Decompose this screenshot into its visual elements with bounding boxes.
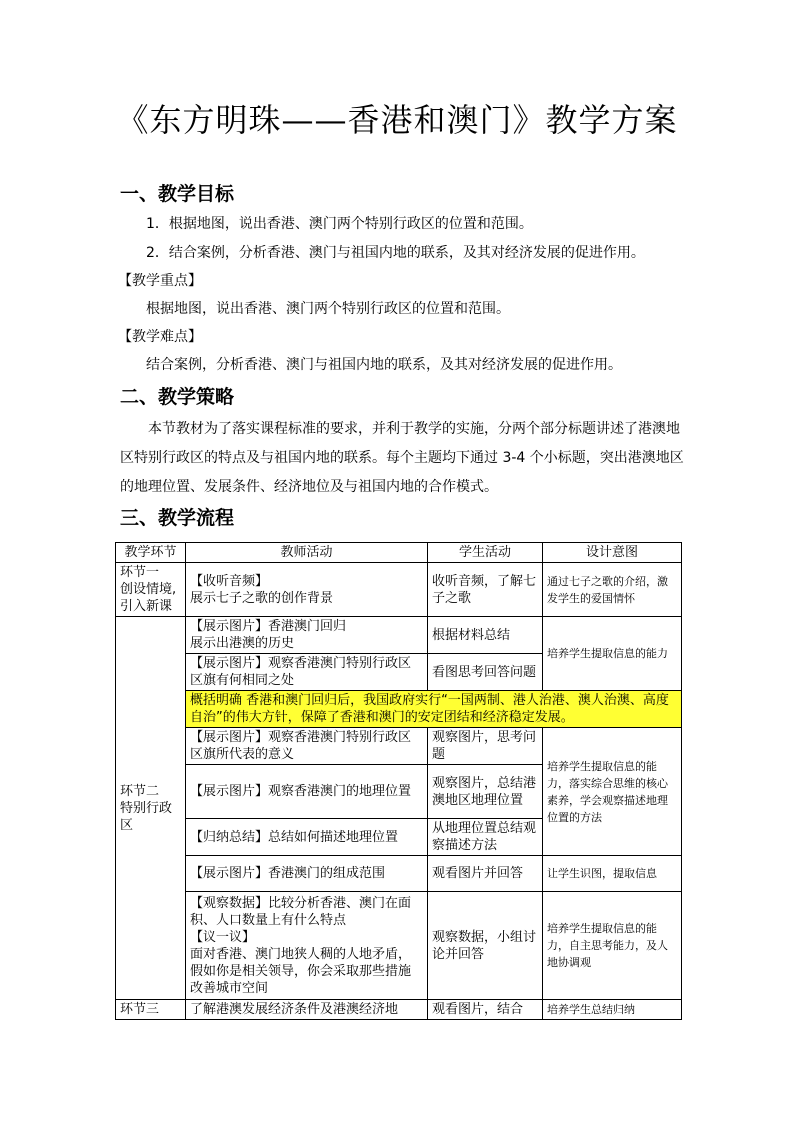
teaching-process-table [115,542,682,1020]
stage-2-label-line: 特别行政 [120,800,173,816]
stage-1-label-line: 创设情境, [120,582,177,597]
section-heading-process: 三、教学流程 [120,507,235,529]
header-stage: 教学环节 [116,543,186,563]
stage-2-row-6-student: 观看图片并回答 [428,856,543,892]
table-row [116,856,682,892]
stage-1-label [116,563,186,617]
section-heading-strategy: 二、教学策略 [120,386,235,408]
table-row [116,892,682,1000]
stage-3-intent: 培养学生总结归纳 [543,1000,682,1020]
stage-2-row-3-5-intent: 培养学生提取信息的能力，落实综合思维的核心素养，学会观察描述地理位置的方法 [543,728,682,856]
stage-2-row-5-student: 从地理位置总结观察描述方法 [428,819,543,856]
section-heading-goals: 一、教学目标 [120,183,235,205]
stage-1-label-line: 环节一 [120,565,160,580]
stage-2-row-6-intent: 让学生识图，提取信息 [543,856,682,892]
stage-2-row-2-student: 看图思考回答问题 [428,654,543,691]
stage-2-row-4-student: 观察图片，总结港澳地区地理位置 [428,765,543,819]
stage-2-label-line: 环节二 [120,783,160,799]
stage-1-teacher: 【收听音频】 展示七子之歌的创作背景 [186,563,428,617]
table-row [116,563,682,617]
stage-2-row-4-teacher: 【展示图片】观察香港澳门的地理位置 [186,765,428,819]
table-row [116,728,682,765]
stage-2-label [116,617,186,1000]
stage-2-row-6-teacher: 【展示图片】香港澳门的组成范围 [186,856,428,892]
header-teacher: 教师活动 [186,543,428,563]
stage-2-row-2-teacher: 【展示图片】观察香港澳门特别行政区区旗有何相同之处 [186,654,428,691]
stage-1-intent: 通过七子之歌的介绍，激发学生的爱国情怀 [543,563,682,617]
stage-2-row-7-student: 观察数据，小组讨论并回答 [428,892,543,1000]
document-title: 《东方明珠——香港和澳门》教学方案 [116,101,678,139]
header-intent: 设计意图 [543,543,682,563]
goal-1: 1．根据地图，说出香港、澳门两个特别行政区的位置和范围。 [146,216,533,232]
header-student: 学生活动 [428,543,543,563]
stage-1-student: 收听音频，了解七子之歌 [428,563,543,617]
difficulty-label: 【教学难点】 [118,329,202,345]
stage-3-student: 观看图片，结合 [428,1000,543,1020]
key-point-text: 根据地图，说出香港、澳门两个特别行政区的位置和范围。 [146,301,510,317]
stage-2-row-7-intent: 培养学生提取信息的能力，自主思考能力，及人地协调观 [543,892,682,1000]
stage-2-label-line: 区 [120,817,134,833]
goal-2: 2．结合案例，分析香港、澳门与祖国内地的联系，及其对经济发展的促进作用。 [146,245,645,261]
stage-2-row-1-teacher: 【展示图片】香港澳门回归 展示出港澳的历史 [186,617,428,654]
stage-1-label-line: 引入新课 [120,599,173,614]
table-row [116,617,682,654]
strategy-paragraph: 本节教材为了落实课程标准的要求，并利于教学的实施，分两个部分标题讲述了港澳地区特别行政区的特点及与祖国内地的联系。每个主题均下通过 3-4 个小标题，突出港澳地区的地理位置、发展条件、经济地位及与祖国内地的合作模式。 [120,421,684,495]
stage-3-teacher: 了解港澳发展经济条件及港澳经济地 [186,1000,428,1020]
stage-2-row-5-teacher: 【归纳总结】总结如何描述地理位置 [186,819,428,856]
stage-2-row-3-teacher: 【展示图片】观察香港澳门特别行政区区旗所代表的意义 [186,728,428,765]
stage-2-row-1-student: 根据材料总结 [428,617,543,654]
stage-2-row-7-teacher: 【观察数据】比较分析香港、澳门在面积、人口数量上有什么特点 【议一议】 面对香港、澳门地狭人稠的人地矛盾，假如你是相关领导，你会采取那些措施改善城市空间 [186,892,428,1000]
table-header-row [116,543,682,563]
stage-3-label: 环节三 [116,1000,186,1020]
difficulty-text: 结合案例，分析香港、澳门与祖国内地的联系，及其对经济发展的促进作用。 [146,357,622,373]
stage-2-row-3-student: 观察图片，思考问题 [428,728,543,765]
key-point-label: 【教学重点】 [118,273,202,289]
stage-2-row-1-2-intent: 培养学生提取信息的能力 [543,617,682,691]
table-row [116,1000,682,1020]
table-row [116,691,682,728]
stage-2-summary: 概括明确 香港和澳门回归后，我国政府实行“一国两制、港人治港、澳人治澳、高度自治”的伟大方针，保障了香港和澳门的安定团结和经济稳定发展。 [186,691,682,728]
